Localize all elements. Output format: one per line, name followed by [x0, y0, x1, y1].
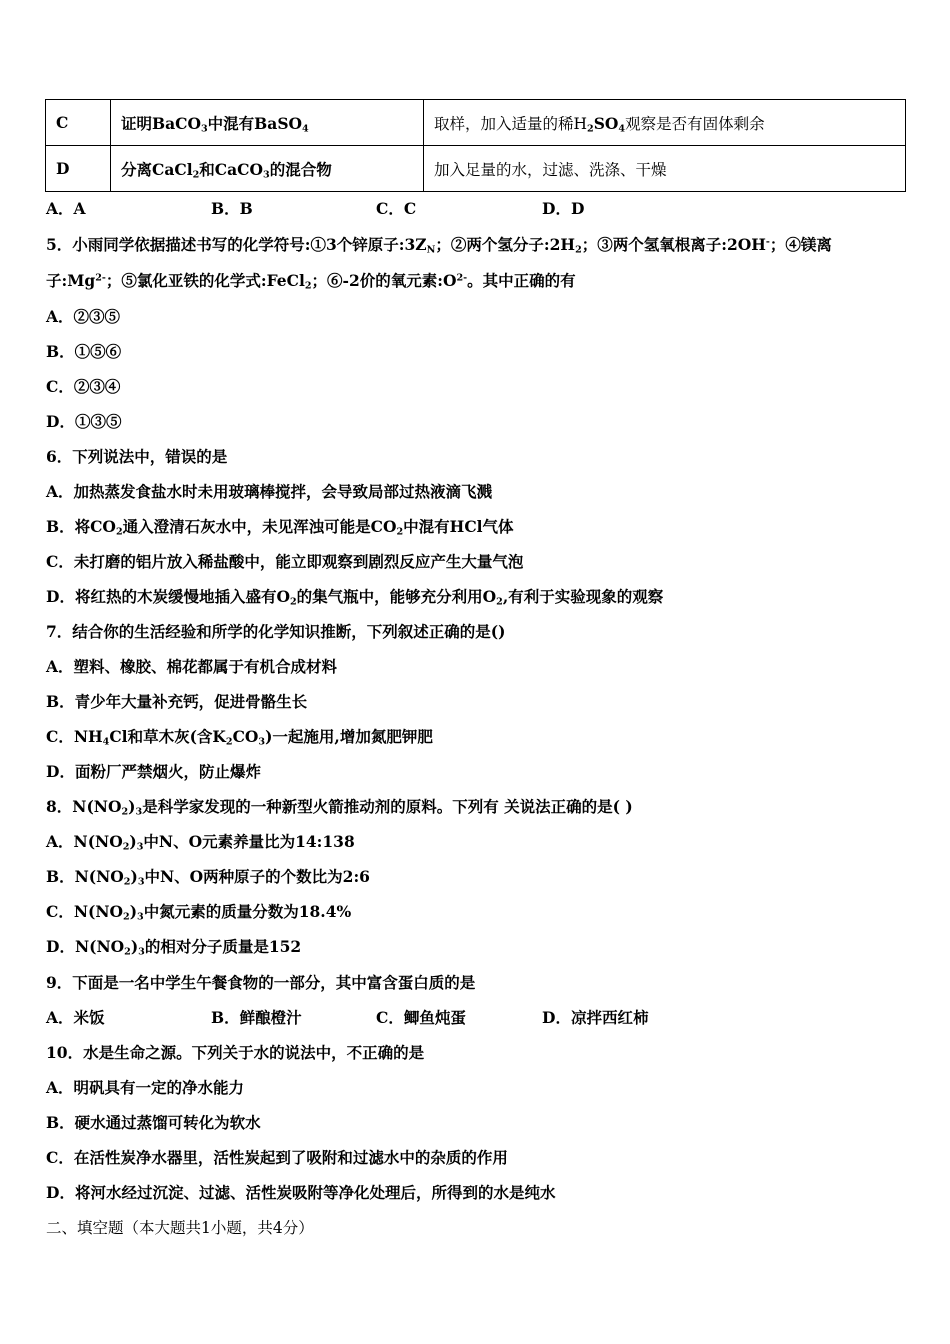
- option-key: D: [46, 146, 111, 192]
- q10-option-b: B．硬水通过蒸馏可转化为软水: [46, 1113, 261, 1132]
- experiment-purpose: 分离CaCl$_2$和CaCO$_3$的混合物: [111, 146, 424, 192]
- q6-option-b: B．将$CO_2$通入澄清石灰水中，未见浑浊可能是$CO_2$中混有HCl气体: [46, 517, 514, 538]
- experiment-method: 取样，加入适量的稀$H_2SO_4$观察是否有固体剩余: [424, 100, 906, 146]
- option-d: D．D: [542, 199, 585, 218]
- q10-option-a: A．明矾具有一定的净水能力: [46, 1078, 245, 1097]
- experiment-method: 加入足量的水，过滤、洗涤、干燥: [424, 146, 906, 192]
- option-a: A．A: [46, 199, 86, 218]
- option-a: A．米饭: [46, 1008, 105, 1027]
- experiment-purpose: 证明BaCO$_3$中混有BaSO$_4$: [111, 100, 424, 146]
- q5-option-b: B．①⑤⑥: [46, 342, 122, 361]
- q6-option-d: D．将红热的木炭缓慢地插入盛有$O_2$的集气瓶中，能够充分利用$O_2$,有利于实验现象的观察: [46, 587, 664, 608]
- q7-option-a: A．塑料、橡胶、棉花都属于有机合成材料: [46, 657, 338, 676]
- q7-option-c: C．$NH_4Cl$和草木灰(含$K_2CO_3$)一起施用,增加氮肥钾肥: [46, 727, 433, 748]
- q8-option-b: B．$N(NO_2)_3$中N、O两种原子的个数比为2:6: [46, 867, 370, 888]
- option-d: D．凉拌西红柿: [542, 1008, 649, 1027]
- q9-stem: 9．下面是一名中学生午餐食物的一部分，其中富含蛋白质的是: [46, 973, 476, 992]
- q10-option-d: D．将河水经过沉淀、过滤、活性炭吸附等净化处理后，所得到的水是纯水: [46, 1183, 556, 1202]
- q5-option-d: D．①③⑤: [46, 412, 122, 431]
- q9-options: [46, 1008, 746, 1028]
- table-row: [46, 146, 906, 192]
- option-c: C．C: [376, 199, 417, 218]
- experiment-table: [45, 99, 906, 192]
- q5-stem-line1: 5．小雨同学依据描述书写的化学符号:①3个锌原子$:3Z_N$；②两个氢分子$:2H_2$；③两个氢氧根离子:2OH-；④镁离: [46, 235, 832, 256]
- section-heading: 二、填空题（本大题共1小题，共4分）: [46, 1219, 314, 1237]
- table-row: [46, 100, 906, 146]
- q7-stem: 7．结合你的生活经验和所学的化学知识推断，下列叙述正确的是(): [46, 622, 506, 641]
- q8-option-d: D．$N(NO_2)_3$的相对分子质量是152: [46, 937, 302, 958]
- option-b: B．鲜酿橙汁: [211, 1008, 302, 1027]
- q6-option-a: A．加热蒸发食盐水时未用玻璃棒搅拌，会导致局部过热液滴飞溅: [46, 482, 493, 501]
- q7-option-d: D．面粉厂严禁烟火，防止爆炸: [46, 762, 261, 781]
- q5-stem-line2: 子$:Mg^{2-}$；⑤氯化亚铁的化学式:FeCl$_2$；⑥-2价的氧元素$:O^{2-}$。其中正确的有: [46, 271, 576, 292]
- q5-option-a: A．②③⑤: [46, 307, 121, 326]
- q8-stem: 8．$N(NO_2)_3$是科学家发现的一种新型火箭推动剂的原料。下列有 关说法正确的是( ): [46, 797, 633, 818]
- q8-option-c: C．$N(NO_2)_3$中氮元素的质量分数为18.4%: [46, 902, 352, 923]
- q5-option-c: C．②③④: [46, 377, 121, 396]
- q7-option-b: B．青少年大量补充钙，促进骨骼生长: [46, 692, 308, 711]
- option-b: B．B: [211, 199, 253, 218]
- q6-option-c: C．未打磨的铝片放入稀盐酸中，能立即观察到剧烈反应产生大量气泡: [46, 552, 524, 571]
- q10-stem: 10．水是生命之源。下列关于水的说法中，不正确的是: [46, 1043, 425, 1062]
- q8-option-a: A．$N(NO_2)_3$中N、O元素养量比为14:138: [46, 832, 355, 853]
- q4-options: [46, 199, 746, 219]
- q10-option-c: C．在活性炭净水器里，活性炭起到了吸附和过滤水中的杂质的作用: [46, 1148, 508, 1167]
- option-c: C．鲫鱼炖蛋: [376, 1008, 466, 1027]
- option-key: C: [46, 100, 111, 146]
- q6-stem: 6．下列说法中，错误的是: [46, 447, 228, 466]
